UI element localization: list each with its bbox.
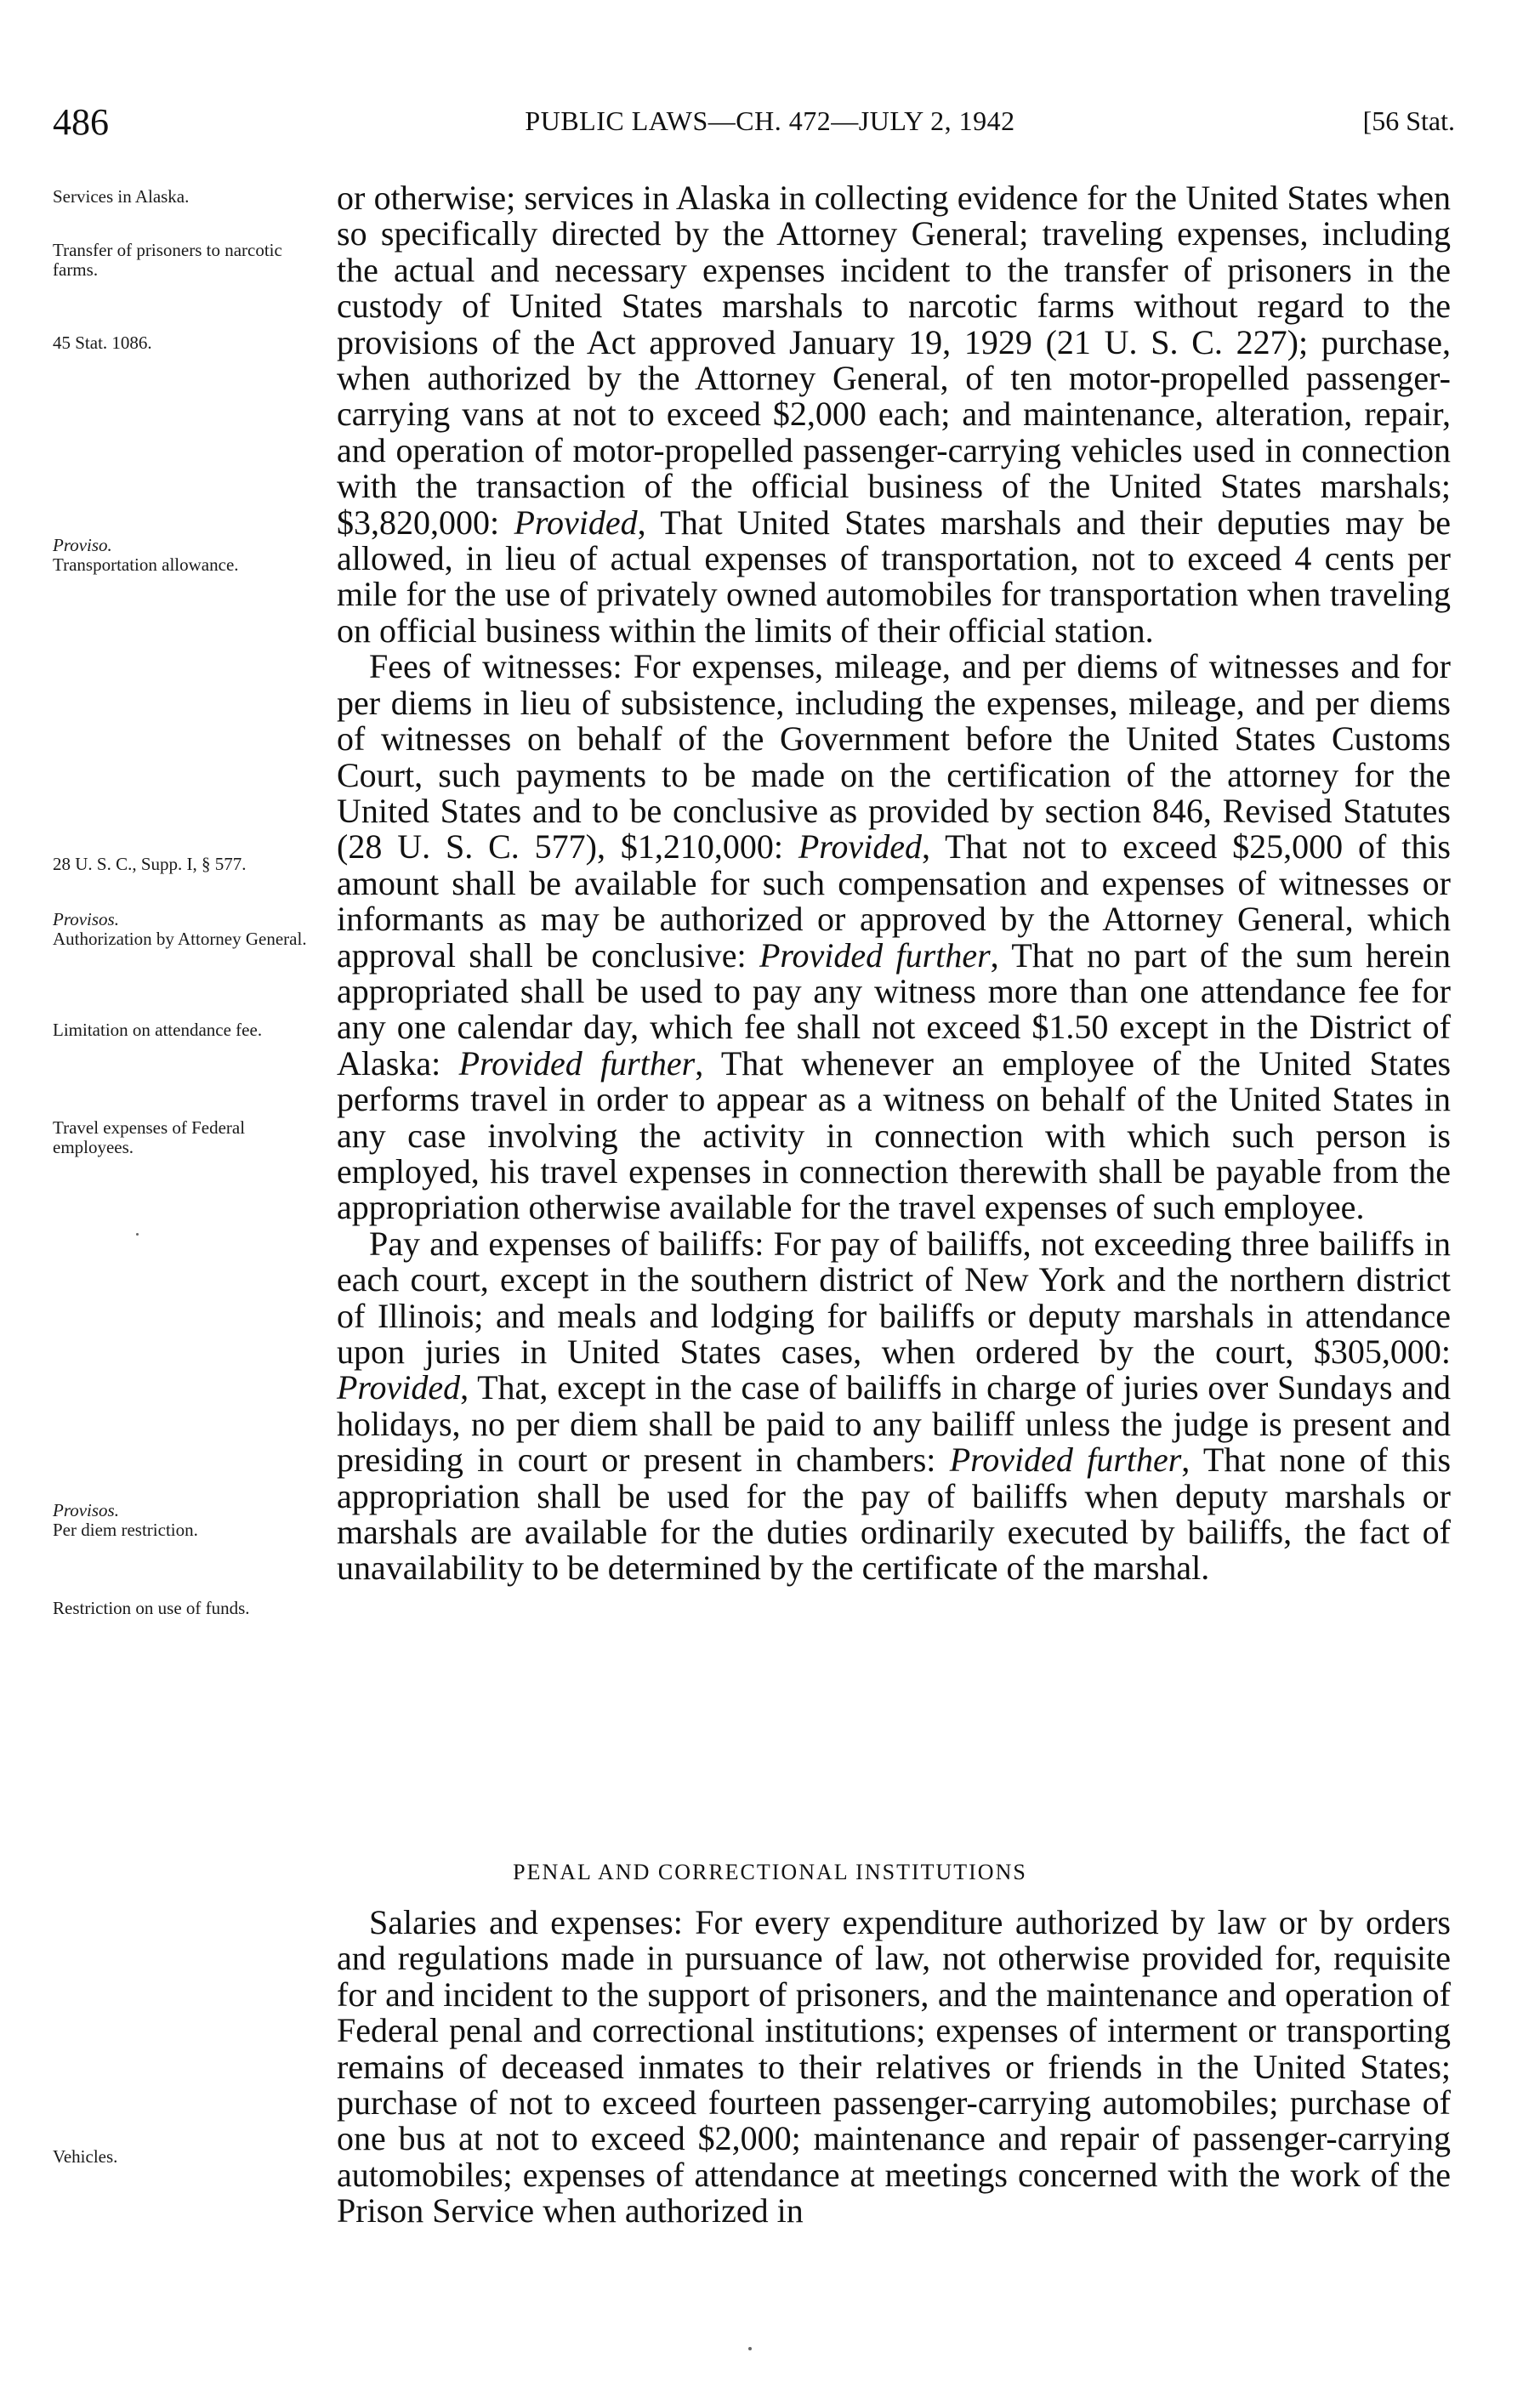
- margin-note-vehicles: Vehicles.: [53, 2146, 118, 2167]
- paragraph-marshals: or otherwise; services in Alaska in collecting evidence for the United States when so specifically directed by the Attorney General; traveling expenses, including the actual and necessary expenses incident to the transfer of prisoners in the custody of United States marshals to narcotic farms without regard to the provisions of the Act approved January 19, 1929 (21 U. S. C. 227); purchase, when authorized by the Attorney General, of ten motor-propelled passenger-carrying vans at not to exceed $2,000 each; and maintenance, alteration, repair, and operation of motor-propelled passenger-carrying vehicles used in connection with the transaction of the official business of the United States marshals; $3,820,000: Provided, That United States marshals and their deputies may be allowed, in lieu of actual expenses of transportation, not to exceed 4 cents per mile for the use of privately owned automobiles for transportation when traveling on official business within the limits of their official station.: [337, 179, 1452, 650]
- page-number: 486: [53, 101, 109, 143]
- scan-speck: [136, 1233, 139, 1236]
- margin-note-transportation-allowance: Proviso. Transportation allowance.: [53, 535, 239, 575]
- running-title: PUBLIC LAWS—CH. 472—JULY 2, 1942: [525, 105, 1015, 136]
- paragraph-bailiffs: Pay and expenses of bailiffs: For pay of bailiffs, not exceeding three bailiffs in each court, except in the southern district of New York and the northern district of Illinois; and meals and lodging for bailiffs or deputy marshals in attendance upon juries in United States cases, when ordered by the court, $305,000: Provided, That, except in the case of bailiffs in charge of juries over Sundays and holidays, no per diem shall be paid to any bailiff unless the judge is present and presiding in court or present in chambers: Provided further, That none of this appropriation shall be used for the pay of bailiffs when deputy marshals or marshals are available for the duties ordinarily executed by bailiffs, the fact of unavailability to be determined by the certificate of the marshal.: [337, 1224, 1452, 1588]
- paragraph-salaries-expenses: Salaries and expenses: For every expenditure authorized by law or by orders and regulations made in pursuance of law, not otherwise provided for, requisite for and incident to the support of prisoners, and the maintenance and operation of Federal penal and correctional institutions; expenses of interment or transporting remains of deceased inmates to their relatives or friends in the United States; purchase of not to exceed fourteen passenger-carrying automobiles; purchase of one bus at not to exceed $2,000; maintenance and repair of passenger-carrying automobiles; expenses of attendance at meetings concerned with the work of the Prison Service when authorized in: [337, 1903, 1451, 2230]
- margin-note-travel-expenses: Travel expenses of Federal employees.: [53, 1117, 246, 1157]
- margin-note-28-usc: 28 U. S. C., Supp. I, § 577.: [53, 854, 247, 874]
- margin-note-authorization: Provisos. Authorization by Attorney General.: [53, 909, 307, 949]
- running-header: [0, 100, 1540, 151]
- main-text-column: [337, 180, 1451, 1587]
- margin-note-per-diem: Provisos. Per diem restriction.: [53, 1500, 198, 1540]
- scan-speck: [748, 2347, 752, 2350]
- margin-note-attendance-fee: Limitation on attendance fee.: [53, 1020, 263, 1040]
- margin-note-transfer-prisoners: Transfer of prisoners to narcotic farms.: [53, 240, 282, 280]
- margin-note-45-stat: 45 Stat. 1086.: [53, 332, 152, 353]
- margin-note-restriction-funds: Restriction on use of funds.: [53, 1598, 250, 1618]
- penal-text-column: [337, 1905, 1451, 2230]
- paragraph-fees-of-witnesses: Fees of witnesses: For expenses, mileage, and per diems of witnesses and for per diems in lieu of subsistence, including the expenses, mileage, and per diems of witnesses on behalf of the Government before the United States Customs Court, such payments to be made on the certification of the attorney for the United States and to be conclusive as provided by section 846, Revised Statutes (28 U. S. C. 577), $1,210,000: Provided, That not to exceed $25,000 of this amount shall be available for such compensation and expenses of witnesses or informants as may be authorized or approved by the Attorney General, which approval shall be conclusive: Provided further, That no part of the sum herein appropriated shall be used to pay any witness more than one attendance fee for any one calendar day, which fee shall not exceed $1.50 except in the District of Alaska: Provided further, That whenever an employee of the United States performs travel in order to appear as a witness on behalf of the United States in any case involving the activity in connection with which such person is employed, his travel expenses in connection therewith shall be payable from the appropriation otherwise available for the travel expenses of such employee.: [337, 647, 1452, 1227]
- section-heading: PENAL AND CORRECTIONAL INSTITUTIONS: [513, 1860, 1027, 1884]
- volume-reference: [56 Stat.: [1362, 105, 1455, 136]
- margin-note-services-alaska: Services in Alaska.: [53, 186, 190, 207]
